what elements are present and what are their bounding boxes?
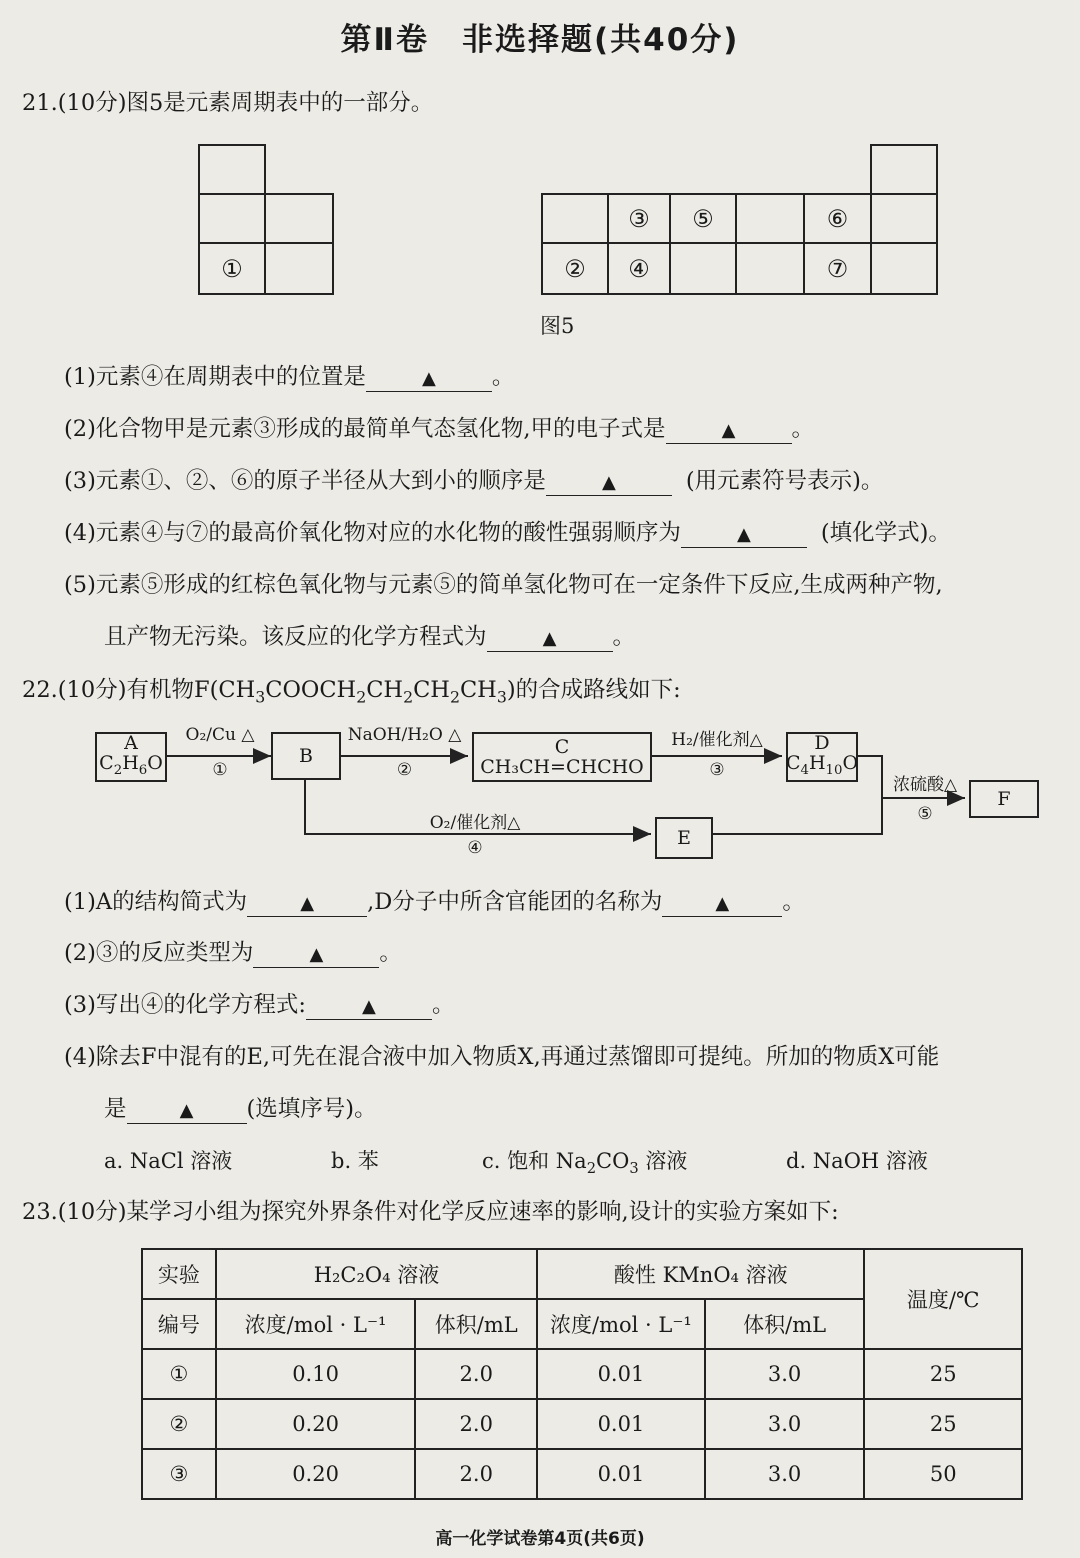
pt-cell-element-2: ②	[541, 242, 609, 295]
q22-option-d: d. NaOH 溶液	[786, 1149, 928, 1173]
header-oxalic-acid: H₂C₂O₄ 溶液	[216, 1249, 537, 1299]
table-row	[142, 1399, 1022, 1449]
arrow-1-reagent: O₂/Cu △	[185, 725, 255, 745]
arrow-2-step: ②	[396, 760, 413, 780]
table-cell: 3.0	[705, 1399, 865, 1449]
pt-cell-element-5: ⑤	[669, 193, 737, 244]
table-cell: 2.0	[415, 1449, 537, 1499]
q21-part5-line2: 且产物无污染。该反应的化学方程式为 ▲ 。	[104, 624, 636, 650]
header-kmno4-vol: 体积/mL	[705, 1299, 865, 1349]
q22-part4-line2: 是 ▲ (选填序号)。	[104, 1096, 377, 1122]
q21-part2: (2)化合物甲是元素③形成的最简单气态氢化物,甲的电子式是 ▲ 。	[64, 416, 815, 442]
table-row	[142, 1449, 1022, 1499]
arrow-3-reagent: H₂/催化剂△	[671, 730, 763, 750]
arrow-2-reagent: NaOH/H₂O △	[347, 725, 462, 745]
table-cell: 0.10	[216, 1349, 416, 1399]
table-cell: ②	[142, 1399, 216, 1449]
q22-part3: (3)写出④的化学方程式: ▲ 。	[64, 992, 455, 1018]
arrow-5-step: ⑤	[917, 804, 933, 824]
compound-b-box: B	[271, 732, 341, 780]
q22-part1: (1)A的结构简式为 ▲ ,D分子中所含官能团的名称为 ▲ 。	[64, 889, 805, 915]
table-header-row-1	[142, 1249, 1022, 1299]
compound-a-box: A $C_2H_6O$	[95, 732, 167, 782]
table-cell: ①	[142, 1349, 216, 1399]
table-cell: 0.01	[537, 1449, 705, 1499]
header-temperature: 温度/℃	[864, 1249, 1022, 1349]
compound-c-box: C CH₃CH=CHCHO	[472, 732, 652, 782]
header-oxalic-conc: 浓度/mol · L⁻¹	[216, 1299, 416, 1349]
compound-d-box: D $C_4H_{10}O$	[786, 732, 858, 782]
q21-stem: 21.(10分)图5是元素周期表中的一部分。	[22, 90, 434, 116]
table-row	[142, 1349, 1022, 1399]
q22-part4-line1: (4)除去F中混有的E,可先在混合液中加入物质X,再通过蒸馏即可提纯。所加的物质X可能	[64, 1044, 940, 1070]
table-cell: 2.0	[415, 1399, 537, 1449]
table-cell: 0.01	[537, 1349, 705, 1399]
pt-cell-element-1: ①	[198, 242, 266, 295]
q23-stem: 23.(10分)某学习小组为探究外界条件对化学反应速率的影响,设计的实验方案如下:	[22, 1199, 839, 1225]
pt-cell-element-6: ⑥	[803, 193, 872, 244]
table-cell: 3.0	[705, 1449, 865, 1499]
header-kmno4-conc: 浓度/mol · L⁻¹	[537, 1299, 705, 1349]
pt-cell-element-7: ⑦	[803, 242, 872, 295]
header-exp: 实验	[142, 1249, 216, 1299]
q21-part1: (1)元素④在周期表中的位置是 ▲ 。	[64, 364, 515, 390]
experiment-table	[141, 1248, 1023, 1500]
header-oxalic-vol: 体积/mL	[415, 1299, 537, 1349]
arrow-4-step: ④	[467, 838, 483, 858]
arrow-4-reagent: O₂/催化剂△	[429, 813, 521, 833]
q21-part3: (3)元素①、②、⑥的原子半径从大到小的顺序是 ▲ (用元素符号表示)。	[64, 468, 884, 494]
page-footer: 高一化学试卷第4页(共6页)	[435, 1529, 645, 1549]
header-kmno4: 酸性 KMnO₄ 溶液	[537, 1249, 864, 1299]
q22-stem: 22.(10分)有机物$F(CH_3COOCH_2CH_2CH_2CH_3)$的合成路线如下:	[22, 677, 681, 707]
q21-part5-line1: (5)元素⑤形成的红棕色氧化物与元素⑤的简单氢化物可在一定条件下反应,生成两种产物,	[64, 572, 943, 598]
arrow-3-step: ③	[709, 760, 725, 780]
compound-e-box: E	[655, 817, 713, 859]
pt-cell-element-4: ④	[607, 242, 671, 295]
q21-part4: (4)元素④与⑦的最高价氧化物对应的水化物的酸性强弱顺序为 ▲ (填化学式)。	[64, 520, 951, 546]
arrow-1-step: ①	[212, 760, 228, 780]
q22-option-c: c. 饱和 $Na_2CO_3$ 溶液	[482, 1149, 688, 1178]
header-number: 编号	[142, 1299, 216, 1349]
table-cell: 3.0	[705, 1349, 865, 1399]
figure-label: 图5	[540, 314, 575, 338]
table-cell: 0.20	[216, 1399, 416, 1449]
table-cell: 2.0	[415, 1349, 537, 1399]
table-cell: 50	[864, 1449, 1022, 1499]
section-title: 第Ⅱ卷 非选择题(共40分)	[340, 22, 740, 58]
table-cell: 0.20	[216, 1449, 416, 1499]
arrow-5-reagent: 浓硫酸△	[892, 775, 958, 795]
q22-option-a: a. NaCl 溶液	[104, 1149, 233, 1173]
table-cell: 25	[864, 1399, 1022, 1449]
q22-option-b: b. 苯	[331, 1149, 379, 1173]
table-cell: ③	[142, 1449, 216, 1499]
arrow-5-from-d	[858, 756, 882, 798]
pt-cell-element-3: ③	[607, 193, 671, 244]
table-cell: 0.01	[537, 1399, 705, 1449]
compound-f-box: F	[969, 780, 1039, 818]
q22-part2: (2)③的反应类型为 ▲ 。	[64, 940, 402, 966]
table-cell: 25	[864, 1349, 1022, 1399]
